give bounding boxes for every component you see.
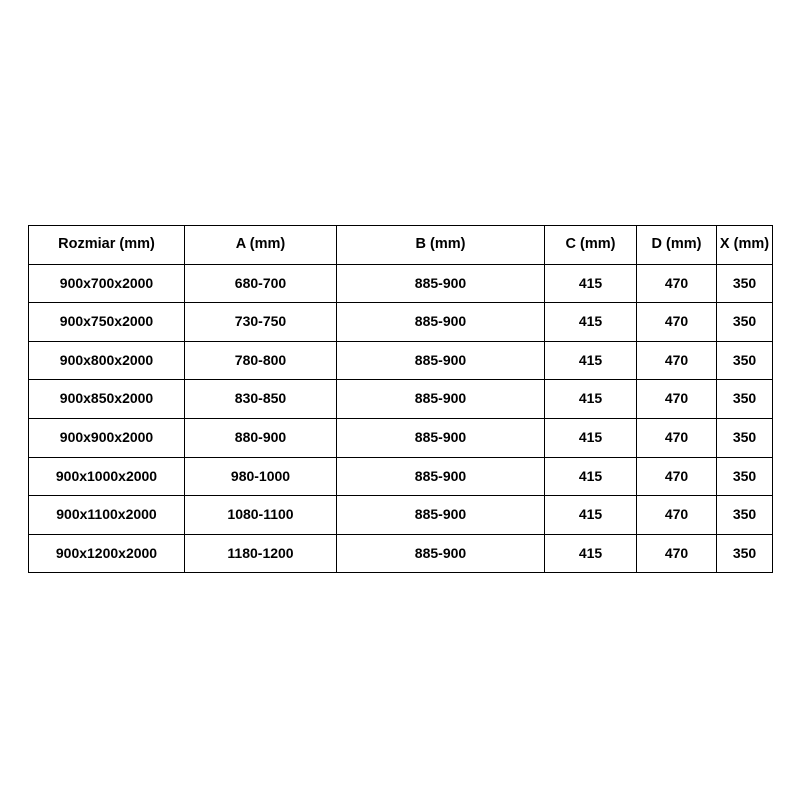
table-row — [29, 264, 773, 303]
cell-a: 980-1000 — [185, 457, 337, 496]
cell-rozmiar: 900x1100x2000 — [29, 496, 185, 535]
cell-a: 730-750 — [185, 303, 337, 342]
cell-c: 415 — [545, 418, 637, 457]
cell-c: 415 — [545, 534, 637, 573]
cell-c: 415 — [545, 303, 637, 342]
cell-rozmiar: 900x900x2000 — [29, 418, 185, 457]
column-header-rozmiar: Rozmiar (mm) — [29, 226, 185, 265]
column-header-c: C (mm) — [545, 226, 637, 265]
table-header-row — [29, 226, 773, 265]
cell-b: 885-900 — [337, 380, 545, 419]
cell-b: 885-900 — [337, 303, 545, 342]
cell-a: 1080-1100 — [185, 496, 337, 535]
cell-rozmiar: 900x700x2000 — [29, 264, 185, 303]
column-header-d: D (mm) — [637, 226, 717, 265]
cell-a: 780-800 — [185, 341, 337, 380]
cell-x: 350 — [717, 496, 773, 535]
cell-x: 350 — [717, 457, 773, 496]
cell-b: 885-900 — [337, 418, 545, 457]
cell-rozmiar: 900x800x2000 — [29, 341, 185, 380]
table-row — [29, 418, 773, 457]
column-header-b: B (mm) — [337, 226, 545, 265]
cell-d: 470 — [637, 534, 717, 573]
specification-table-container — [28, 225, 772, 573]
cell-d: 470 — [637, 457, 717, 496]
cell-rozmiar: 900x1200x2000 — [29, 534, 185, 573]
cell-c: 415 — [545, 380, 637, 419]
cell-d: 470 — [637, 264, 717, 303]
cell-x: 350 — [717, 264, 773, 303]
column-header-x: X (mm) — [717, 226, 773, 265]
cell-c: 415 — [545, 264, 637, 303]
cell-b: 885-900 — [337, 534, 545, 573]
cell-x: 350 — [717, 418, 773, 457]
specification-table — [28, 225, 773, 573]
cell-x: 350 — [717, 534, 773, 573]
table-row — [29, 380, 773, 419]
cell-d: 470 — [637, 341, 717, 380]
cell-rozmiar: 900x1000x2000 — [29, 457, 185, 496]
cell-a: 1180-1200 — [185, 534, 337, 573]
cell-c: 415 — [545, 341, 637, 380]
table-row — [29, 341, 773, 380]
cell-d: 470 — [637, 496, 717, 535]
cell-x: 350 — [717, 341, 773, 380]
cell-b: 885-900 — [337, 457, 545, 496]
cell-b: 885-900 — [337, 264, 545, 303]
cell-b: 885-900 — [337, 341, 545, 380]
cell-a: 680-700 — [185, 264, 337, 303]
table-row — [29, 457, 773, 496]
cell-d: 470 — [637, 418, 717, 457]
cell-a: 830-850 — [185, 380, 337, 419]
cell-a: 880-900 — [185, 418, 337, 457]
cell-x: 350 — [717, 303, 773, 342]
table-row — [29, 496, 773, 535]
cell-d: 470 — [637, 380, 717, 419]
cell-rozmiar: 900x850x2000 — [29, 380, 185, 419]
table-row — [29, 303, 773, 342]
cell-rozmiar: 900x750x2000 — [29, 303, 185, 342]
cell-x: 350 — [717, 380, 773, 419]
cell-c: 415 — [545, 457, 637, 496]
column-header-a: A (mm) — [185, 226, 337, 265]
cell-c: 415 — [545, 496, 637, 535]
cell-b: 885-900 — [337, 496, 545, 535]
cell-d: 470 — [637, 303, 717, 342]
table-row — [29, 534, 773, 573]
